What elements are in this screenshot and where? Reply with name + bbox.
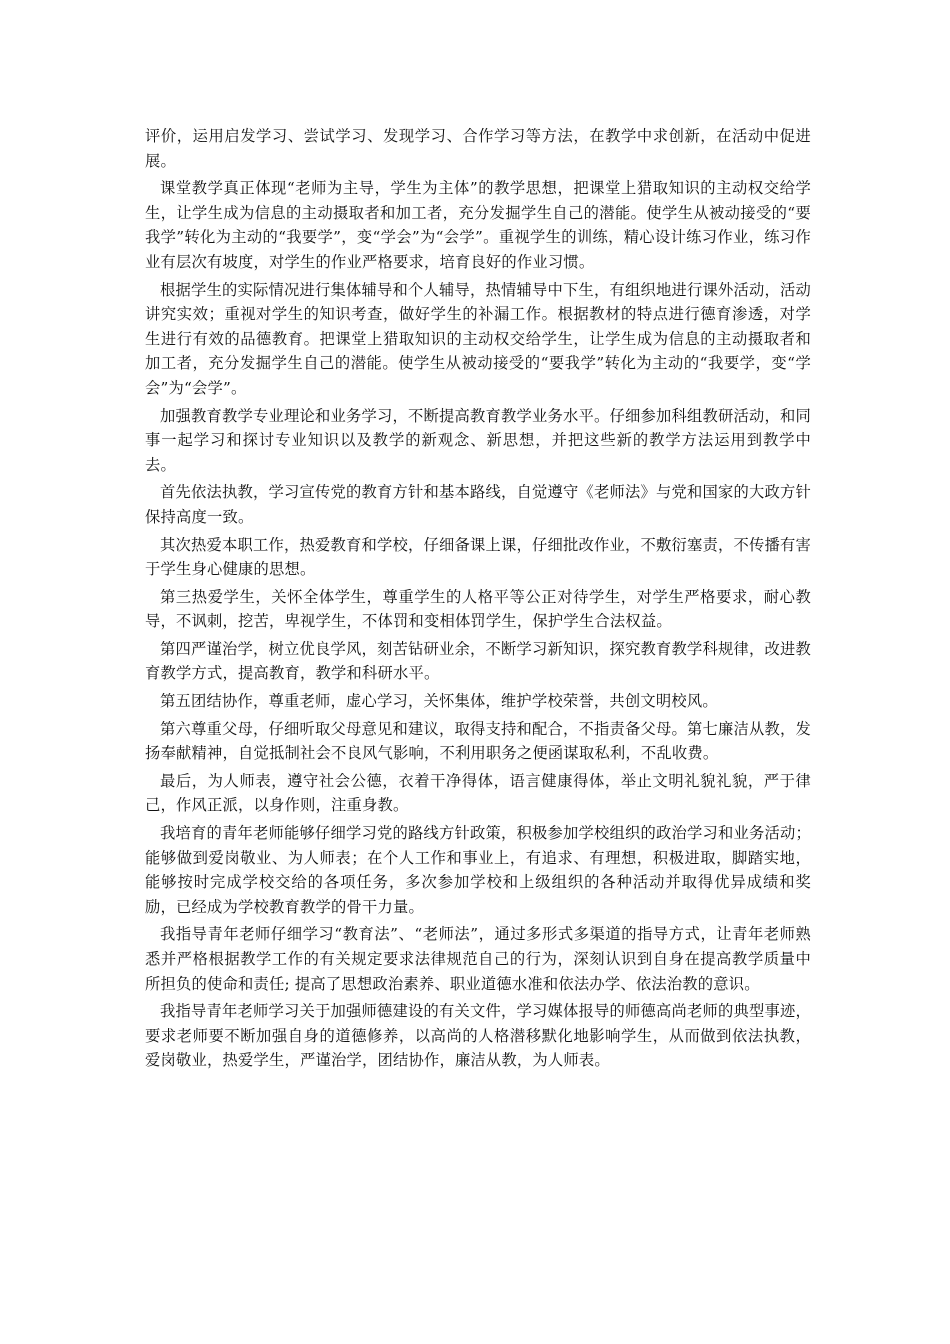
paragraph: 第四严谨治学，树立优良学风，刻苦钻研业余，不断学习新知识，探究教育教学科规律，改进教育教学方式，提高教育，教学和科研水平。	[145, 639, 811, 683]
paragraph: 第三热爱学生，关怀全体学生，尊重学生的人格平等公正对待学生，对学生严格要求，耐心教导，不讽刺，挖苦，卑视学生，不体罚和变相体罚学生，保护学生合法权益。	[145, 587, 811, 631]
paragraph: 首先依法执教，学习宣传党的教育方针和基本路线，自觉遵守《老师法》与党和国家的大政方针保持高度一致。	[145, 483, 811, 526]
document-body	[145, 124, 811, 1076]
paragraph: 我指导青年老师学习关于加强师德建设的有关文件，学习媒体报导的师德高尚老师的典型事迹，要求老师要不断加强自身的道德修养，以高尚的人格潜移默化地影响学生，从而做到依法执教，爱岗敬业，热爱学生，严谨治学，团结协作，廉洁从教，为人师表。	[145, 1002, 811, 1070]
paragraph: 我培育的青年老师能够仔细学习党的路线方针政策，积极参加学校组织的政治学习和业务活动；能够做到爱岗敬业、为人师表；在个人工作和事业上，有追求、有理想，积极进取，脚踏实地，能够按时完成学校交给的各项任务，多次参加学校和上级组织的各种活动并取得优异成绩和奖励，已经成为学校教育教学的骨干力量。	[145, 824, 811, 916]
paragraph: 其次热爱本职工作，热爱教育和学校，仔细备课上课，仔细批改作业，不敷衍塞责，不传播有害于学生身心健康的思想。	[145, 535, 811, 579]
paragraph: 我指导青年老师仔细学习“教育法”、“老师法”，通过多形式多渠道的指导方式，让青年老师熟悉并严格根据教学工作的有关规定要求法律规范自己的行为，深刻认识到自身在提高教学质量中所担负的使命和责任; 提高了思想政治素养、职业道德水准和依法办学、依法治教的意识。	[145, 925, 811, 993]
paragraph: 加强教育教学专业理论和业务学习，不断提高教育教学业务水平。仔细参加科组教研活动，和同事一起学习和探讨专业知识以及教学的新观念、新思想，并把这些新的教学方法运用到教学中去。	[145, 406, 811, 474]
paragraph: 第六尊重父母，仔细听取父母意见和建议，取得支持和配合，不指责备父母。第七廉洁从教，发扬奉献精神，自觉抵制社会不良风气影响，不利用职务之便函谋取私利，不乱收费。	[145, 719, 811, 763]
paragraph: 第五团结协作，尊重老师，虚心学习，关怀集体，维护学校荣誉，共创文明校风。	[160, 692, 718, 711]
paragraph: 根据学生的实际情况进行集体辅导和个人辅导，热情辅导中下生，有组织地进行课外活动，活动讲究实效；重视对学生的知识考查，做好学生的补漏工作。根据教材的特点进行德育渗透，对学生进行有效的品德教育。把课堂上猎取知识的主动权交给学生，让学生成为信息的主动摄取者和加工者，充分发掘学生自己的潜能。使学生从被动接受的“要我学”转化为主动的“我要学，变“学会”为“会学”。	[145, 280, 811, 397]
paragraph: 评价，运用启发学习、尝试学习、发现学习、合作学习等方法，在教学中求创新，在活动中促进展。	[145, 127, 811, 170]
paragraph: 最后，为人师表，遵守社会公德，衣着干净得体，语言健康得体，举止文明礼貌礼貌，严于律己，作风正派，以身作则，注重身教。	[145, 771, 811, 815]
paragraph: 课堂教学真正体现“老师为主导，学生为主体”的教学思想，把课堂上猎取知识的主动权交给学生，让学生成为信息的主动摄取者和加工者，充分发掘学生自己的潜能。使学生从被动接受的“要我学”转化为主动的“我要学”，变“学会”为“会学”。重视学生的训练，精心设计练习作业，练习作业有层次有坡度，对学生的作业严格要求，培育良好的作业习惯。	[145, 179, 811, 271]
